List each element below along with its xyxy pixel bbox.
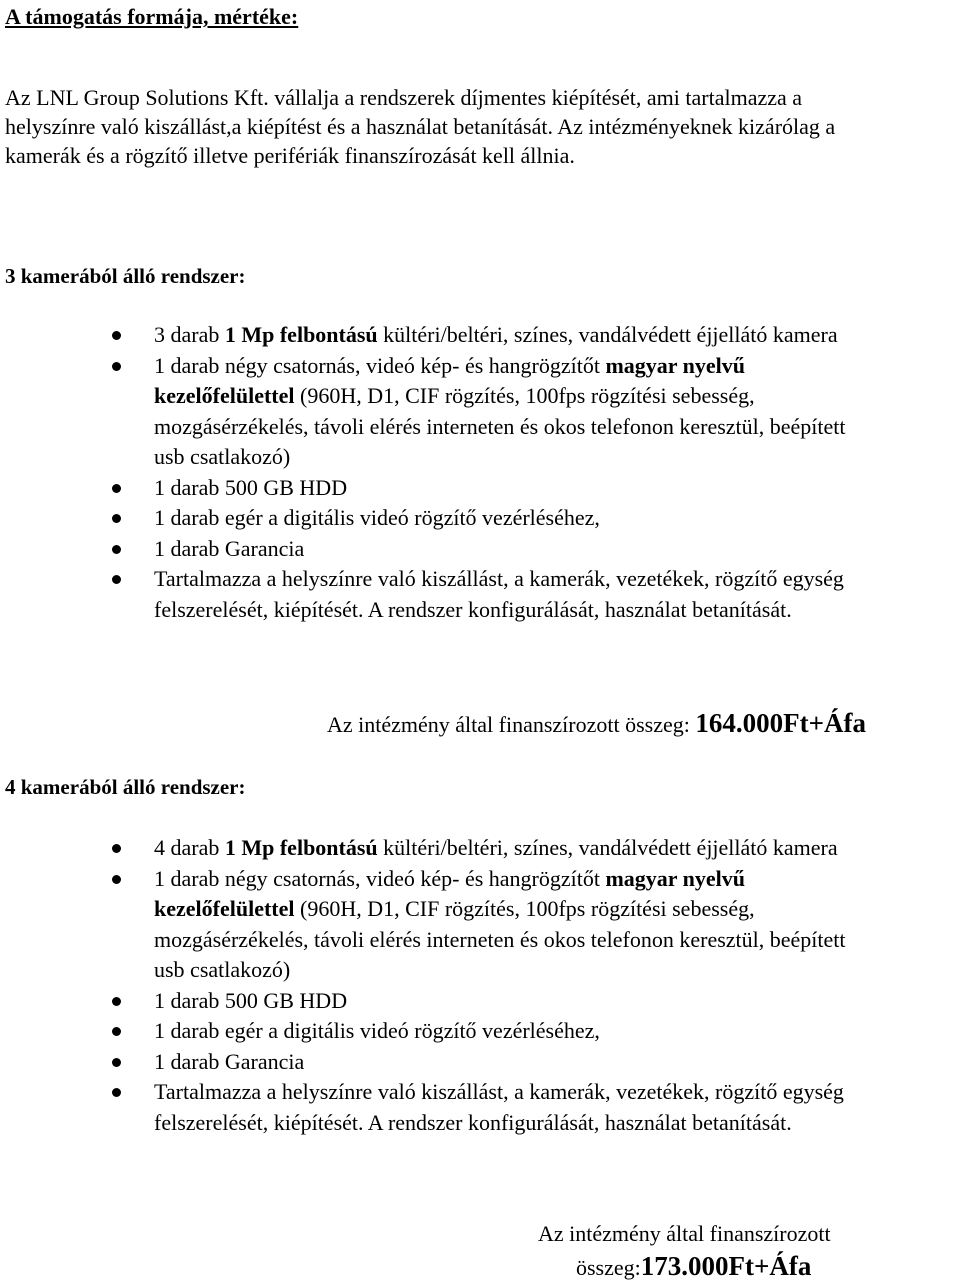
bullet-icon (112, 1058, 121, 1067)
bullet-icon (112, 844, 121, 853)
system3-heading: 3 kamerából álló rendszer: (5, 264, 246, 288)
system3-feature-list (0, 320, 846, 625)
bullet-icon (112, 484, 121, 493)
system4-heading: 4 kamerából álló rendszer: (5, 775, 246, 799)
bullet-icon (112, 575, 121, 584)
list-item: 1 darab egér a digitális videó rögzítő vezérléséhez, (0, 503, 846, 534)
list-item: 1 darab 500 GB HDD (0, 986, 846, 1017)
list-item: 3 darab 1 Mp felbontású kültéri/beltéri, színes, vandálvédett éjjellátó kamera (0, 320, 846, 351)
list-item: 4 darab 1 Mp felbontású kültéri/beltéri, színes, vandálvédett éjjellátó kamera (0, 833, 846, 864)
list-item: Tartalmazza a helyszínre való kiszállást, a kamerák, vezetékek, rögzítő egység felszerelését, kiépítését. A rendszer konfigurálását, használat betanítását. (0, 564, 846, 625)
system3-price: Az intézmény által finanszírozott összeg: 164.000Ft+Áfa (327, 708, 866, 738)
system4-price-label: Az intézmény által finanszírozott (538, 1221, 831, 1246)
list-item: 1 darab négy csatornás, videó kép- és hangrögzítőt magyar nyelvű kezelőfelülettel (960H, D1, CIF rögzítés, 100fps rögzítési sebesség, mozgásérzékelés, távoli elérés interneten és okos telefonon keresztül, beépített usb csatlakozó) (0, 351, 846, 473)
intro-line: Az LNL Group Solutions Kft. vállalja a rendszerek díjmentes kiépítését, ami tartalmazza a (5, 85, 803, 110)
list-item: 1 darab négy csatornás, videó kép- és hangrögzítőt magyar nyelvű kezelőfelülettel (960H, D1, CIF rögzítés, 100fps rögzítési sebesség, mozgásérzékelés, távoli elérés interneten és okos telefonon keresztül, beépített usb csatlakozó) (0, 864, 846, 986)
bullet-icon (112, 514, 121, 523)
list-item: 1 darab Garancia (0, 1047, 846, 1078)
system4-price: összeg:173.000Ft+Áfa (576, 1251, 812, 1281)
bullet-icon (112, 331, 121, 340)
bullet-icon (112, 545, 121, 554)
system4-feature-list (0, 833, 846, 1138)
list-item: 1 darab egér a digitális videó rögzítő vezérléséhez, (0, 1016, 846, 1047)
intro-line: helyszínre való kiszállást,a kiépítést és a használat betanítását. Az intézményeknek kizárólag a (5, 114, 836, 139)
bullet-icon (112, 362, 121, 371)
intro-line: kamerák és a rögzítő illetve perifériák finanszírozását kell állnia. (5, 143, 575, 168)
bullet-icon (112, 875, 121, 884)
list-item: 1 darab 500 GB HDD (0, 473, 846, 504)
bullet-icon (112, 1027, 121, 1036)
bullet-icon (112, 1088, 121, 1097)
list-item: 1 darab Garancia (0, 534, 846, 565)
section-title: A támogatás formája, mértéke: (5, 4, 299, 29)
bullet-icon (112, 997, 121, 1006)
list-item: Tartalmazza a helyszínre való kiszállást, a kamerák, vezetékek, rögzítő egység felszerelését, kiépítését. A rendszer konfigurálását, használat betanítását. (0, 1077, 846, 1138)
